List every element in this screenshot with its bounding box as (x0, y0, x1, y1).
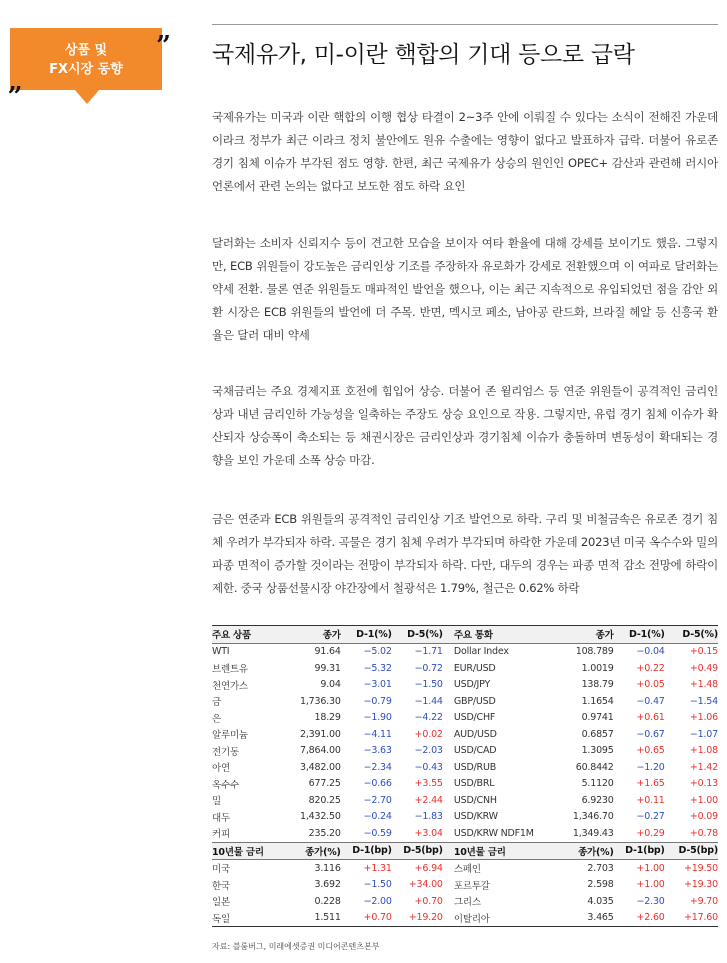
table-cell: −1.44 (414, 695, 443, 707)
table-cell: +2.44 (414, 794, 443, 806)
table-cell: −0.72 (414, 662, 443, 674)
column-gap (443, 677, 454, 694)
table-cell: 1.0019 (581, 662, 614, 674)
table-cell: 3.116 (314, 862, 341, 874)
paragraph-oil: 국제유가는 미국과 이란 핵합의 이행 협상 타결이 2~3주 안에 이뤄질 수 있다는 소식이 전해진 가운데 이라크 정부가 최근 이라크 정치 불안에도 원유 수출에는 영향이 없다고 발표하자 급락. 더불어 유로존 경기 침체 이슈가 부각된 점도 영향. 한편, 최근 국제유가 상승의 원인인 OPEC+ 감산과 관련해 러시아 언론에서 관련 논의는 없다고 보도한 점도 하락 요인 (212, 110, 718, 193)
table-cell: 6.9230 (581, 794, 614, 806)
table-cell: 전기동 (212, 746, 239, 758)
table-cell: 820.25 (308, 794, 341, 806)
table-cell: +3.04 (414, 827, 443, 839)
table-cell: 스페인 (453, 864, 481, 876)
table-cell: +17.60 (665, 910, 718, 927)
column-gap (443, 910, 454, 927)
table-cell: −0.43 (414, 761, 443, 773)
table-row (212, 743, 718, 760)
table-cell: −2.30 (636, 895, 665, 907)
table-cell: −1.20 (636, 761, 665, 773)
table-cell: 1,346.70 (572, 811, 614, 823)
table-cell: −1.90 (363, 712, 392, 724)
table-cell: WTI (212, 646, 230, 658)
table-cell: USD/JPY (453, 679, 491, 691)
column-gap (443, 792, 454, 809)
column-gap (443, 809, 454, 826)
table-cell: USD/CNH (453, 794, 497, 806)
table-cell: +1.00 (636, 862, 665, 874)
section-badge (8, 28, 162, 97)
table-row (212, 792, 718, 809)
table-cell: 10년물 금리 (454, 842, 556, 860)
table-cell: +0.70 (341, 910, 392, 927)
table-cell: +9.70 (689, 895, 718, 907)
table-cell: −3.63 (363, 745, 392, 757)
table-cell: D-1(bp) (614, 842, 665, 860)
table-row (212, 710, 718, 727)
table-row (212, 877, 718, 894)
table-cell: 일본 (212, 897, 230, 909)
table-cell: +1.48 (689, 679, 718, 691)
table-cell: 3,482.00 (299, 761, 341, 773)
table-header-row (212, 626, 718, 644)
table-cell: −4.11 (363, 728, 392, 740)
table-cell: 1.3095 (581, 745, 614, 757)
table-cell: +0.70 (414, 895, 443, 907)
table-cell: +0.22 (636, 662, 665, 674)
table-cell: 포르투갈 (453, 880, 490, 892)
section-badge-text (10, 41, 162, 79)
table-cell: 1,349.43 (572, 827, 614, 839)
table-cell: +1.00 (689, 794, 718, 806)
table-cell: 한국 (212, 880, 230, 892)
section-badge-tail (75, 90, 99, 104)
table-cell: 4.035 (587, 895, 614, 907)
source-note: 자료: 블룸버그, 미래에셋증권 미디어콘텐츠본부 (212, 942, 380, 951)
table-row (212, 910, 718, 927)
table-cell: D-5(%) (665, 626, 718, 644)
column-gap (443, 860, 454, 877)
table-cell: −4.22 (414, 712, 443, 724)
table-cell: +1.06 (689, 712, 718, 724)
table-row (212, 643, 718, 660)
quote-open-icon: „ (8, 67, 23, 97)
table-cell: GBP/USD (453, 695, 496, 707)
section-badge-line1: 상품 및 (64, 43, 108, 58)
table-cell: 종가 (283, 626, 341, 644)
table-cell: 미국 (212, 864, 230, 876)
column-gap (443, 710, 454, 727)
table-cell: 677.25 (308, 778, 341, 790)
table-cell: +0.15 (689, 646, 718, 658)
column-gap (443, 693, 454, 710)
table-cell: +2.60 (614, 910, 665, 927)
table-cell: +1.00 (636, 879, 665, 891)
paragraph-dollar: 달러화는 소비자 신뢰지수 등이 견고한 모습을 보이자 여타 환율에 대해 강세를 보이기도 했음. 그렇지만, ECB 위원들이 강도높은 금리인상 기조를 주장하자 유로화가 강세로 전환했으며 이 여파로 달러화는 약세 전환. 물론 연준 위원들도 매파적인 발언을 했으나, 이는 최근 지속적으로 유입되었던 점을 감안 외환 시장은 ECB 위원들의 발언에 더 주목. 반면, 멕시코 페소, 남아공 란드화, 브라질 헤알 등 신흥국 환율은 달러 대비 약세 (212, 236, 718, 342)
column-gap (443, 743, 454, 760)
table-cell: +0.61 (636, 712, 665, 724)
table-cell: 2.598 (587, 879, 614, 891)
table-row (212, 776, 718, 793)
column-gap (443, 825, 454, 842)
table-cell: 금 (212, 697, 221, 709)
table-cell: −0.67 (636, 728, 665, 740)
table-cell: 91.64 (314, 646, 341, 658)
table-cell: USD/CAD (453, 745, 497, 757)
table-cell: +34.00 (408, 879, 443, 891)
table-cell: USD/CHF (453, 712, 496, 724)
column-gap (443, 877, 454, 894)
table-cell: +1.31 (363, 862, 392, 874)
table-cell: 99.31 (314, 662, 341, 674)
table-cell: +0.02 (414, 728, 443, 740)
table-row (212, 660, 718, 677)
table-row (212, 893, 718, 910)
table-cell: −2.34 (363, 761, 392, 773)
table-cell: 종가(%) (283, 842, 341, 860)
table-cell: D-1(%) (614, 626, 665, 644)
table-cell: +3.55 (414, 778, 443, 790)
table-row (212, 809, 718, 826)
column-gap (443, 893, 454, 910)
table-cell: 대두 (212, 812, 230, 824)
column-gap (443, 842, 454, 860)
table-cell: 주요 상품 (212, 626, 283, 644)
table-cell: 그리스 (453, 897, 481, 909)
paragraph-bonds: 국채금리는 주요 경제지표 호전에 힘입어 상승. 더불어 존 윌리엄스 등 연준 위원들이 공격적인 금리인상과 내년 금리인하 가능성을 일축하는 주장도 상승 요인으로 작용. 그렇지만, 유럽 경기 침체 이슈가 확산되자 상승폭이 축소되는 등 채권시장은 금리인상과 경기침체 이슈가 충돌하며 변동성이 확대되는 경향을 보인 가운데 소폭 상승 마감. (212, 384, 718, 467)
table-cell: 18.29 (314, 712, 341, 724)
table-cell: 1.511 (283, 910, 341, 927)
column-gap (443, 660, 454, 677)
table-cell: −0.24 (363, 811, 392, 823)
table-cell: +0.29 (636, 827, 665, 839)
table-cell: 60.8442 (575, 761, 614, 773)
table-cell: 은 (212, 713, 221, 725)
table-cell: 종가 (556, 626, 614, 644)
table-cell: USD/BRL (453, 778, 495, 790)
table-cell: −3.01 (363, 679, 392, 691)
table-cell: −1.07 (689, 728, 718, 740)
table-cell: 독일 (212, 910, 283, 927)
table-cell: USD/KRW (453, 811, 498, 823)
table-cell: 밀 (212, 796, 221, 808)
market-table (212, 625, 718, 927)
table-cell: 1,432.50 (299, 811, 341, 823)
table-cell: 138.79 (581, 679, 614, 691)
table-cell: −1.50 (363, 879, 392, 891)
table-row (212, 759, 718, 776)
table-cell: −0.47 (636, 695, 665, 707)
page-title: 국제유가, 미-이란 핵합의 기대 등으로 급락 (212, 42, 635, 68)
table-cell: 주요 통화 (454, 626, 556, 644)
table-cell: +0.65 (636, 745, 665, 757)
table-cell: −0.79 (363, 695, 392, 707)
table-cell: −1.54 (689, 695, 718, 707)
column-gap (443, 726, 454, 743)
table-cell: 235.20 (308, 827, 341, 839)
table-cell: +0.05 (636, 679, 665, 691)
paragraph-metals: 금은 연준과 ECB 위원들의 공격적인 금리인상 기조 발언으로 하락. 구리 및 비철금속은 유로존 경기 침체 우려가 부각되자 하락. 곡물은 경기 침체 우려가 부각되며 하락한 가운데 2023년 미국 옥수수와 밀의 파종 면적이 증가할 것이라는 전망이 부각되자 하락. 다만, 대두의 경우는 파종 면적 감소 전망에 하락이 제한. 중국 상품선물시장 야간장에서 철광석은 1.79%, 철근은 0.62% 하락 (212, 512, 718, 595)
table-cell: −2.00 (363, 895, 392, 907)
table-cell: +0.13 (689, 778, 718, 790)
table-cell: +19.50 (684, 862, 718, 874)
table-cell: 108.789 (575, 646, 614, 658)
table-header-row (212, 842, 718, 860)
column-gap (443, 643, 454, 660)
table-cell: +1.42 (689, 761, 718, 773)
table-cell: 천연가스 (212, 680, 248, 692)
table-cell: 5.1120 (581, 778, 614, 790)
table-cell: 2.703 (587, 862, 614, 874)
quote-close-icon: ” (156, 31, 171, 61)
column-gap (443, 776, 454, 793)
table-cell: −1.71 (414, 646, 443, 658)
table-cell: USD/KRW NDF1M (453, 827, 534, 839)
table-cell: 알루미늄 (212, 730, 248, 742)
table-cell: −2.03 (414, 745, 443, 757)
table-cell: +0.78 (689, 827, 718, 839)
table-row (212, 677, 718, 694)
table-cell: 7,864.00 (299, 745, 341, 757)
table-cell: 0.9741 (581, 712, 614, 724)
table-cell: −5.02 (363, 646, 392, 658)
section-badge-line2: FX시장 동향 (49, 62, 123, 77)
table-cell: 0.228 (314, 895, 341, 907)
table-cell: 커피 (212, 829, 230, 841)
table-cell: 0.6857 (581, 728, 614, 740)
table-cell: D-1(%) (341, 626, 392, 644)
table-cell: +0.09 (689, 811, 718, 823)
table-cell: +6.94 (414, 862, 443, 874)
table-row (212, 860, 718, 877)
table-cell: 3.465 (556, 910, 614, 927)
table-cell: −0.59 (363, 827, 392, 839)
table-cell: −0.66 (363, 778, 392, 790)
table-cell: 옥수수 (212, 779, 239, 791)
table-cell: −5.32 (363, 662, 392, 674)
table-cell: +19.30 (684, 879, 718, 891)
table-cell: 2,391.00 (299, 728, 341, 740)
table-cell: 3.692 (314, 879, 341, 891)
table-cell: 종가(%) (556, 842, 614, 860)
table-row (212, 825, 718, 842)
table-cell: −0.04 (636, 646, 665, 658)
column-gap (443, 759, 454, 776)
table-cell: 9.04 (320, 679, 341, 691)
table-cell: USD/RUB (453, 761, 497, 773)
table-cell: 이탈리아 (454, 910, 556, 927)
table-cell: D-5(bp) (665, 842, 718, 860)
table-cell: +1.65 (636, 778, 665, 790)
table-cell: −0.27 (636, 811, 665, 823)
table-row (212, 726, 718, 743)
table-cell: AUD/USD (453, 728, 497, 740)
column-gap (443, 626, 454, 644)
table-cell: +1.08 (689, 745, 718, 757)
table-row (212, 693, 718, 710)
table-cell: D-5(%) (392, 626, 443, 644)
table-cell: D-5(bp) (392, 842, 443, 860)
table-cell: EUR/USD (453, 662, 496, 674)
table-cell: +19.20 (392, 910, 443, 927)
table-cell: −2.70 (363, 794, 392, 806)
title-divider (212, 24, 718, 25)
table-cell: 브렌트유 (212, 664, 248, 676)
table-cell: 1.1654 (581, 695, 614, 707)
table-cell: 10년물 금리 (212, 842, 283, 860)
table-cell: 아연 (212, 763, 230, 775)
table-cell: D-1(bp) (341, 842, 392, 860)
table-cell: +0.11 (636, 794, 665, 806)
table-cell: −1.83 (414, 811, 443, 823)
table-cell: Dollar Index (453, 646, 509, 658)
table-cell: +0.49 (689, 662, 718, 674)
table-cell: −1.50 (414, 679, 443, 691)
table-cell: 1,736.30 (299, 695, 341, 707)
